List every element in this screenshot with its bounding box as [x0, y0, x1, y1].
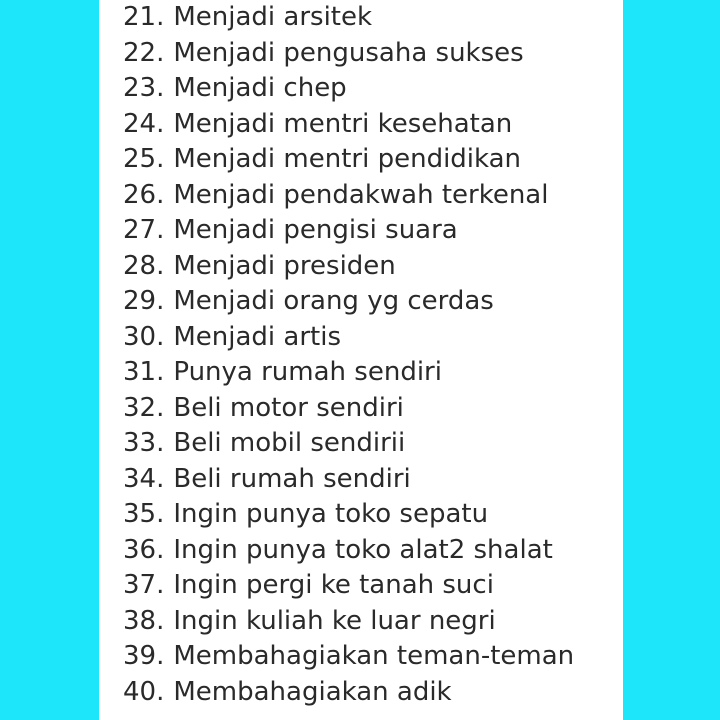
item-number: 35. [123, 499, 165, 529]
item-text: Menjadi presiden [173, 250, 396, 281]
item-text: Menjadi mentri pendidikan [173, 144, 522, 174]
list-item [123, 0, 372, 35]
list-item [123, 426, 405, 461]
item-number: 26. [123, 179, 165, 210]
item-number: 23. [123, 73, 165, 103]
item-number: 34. [123, 463, 165, 494]
item-number: 39. [123, 641, 165, 671]
list-item [123, 213, 458, 248]
list-item [123, 533, 553, 568]
item-text: Menjadi orang yg cerdas [173, 286, 494, 316]
item-number: 24. [123, 108, 165, 139]
item-number: 27. [123, 215, 165, 245]
item-number: 28. [123, 250, 165, 281]
item-number: 31. [123, 357, 165, 387]
list-item [123, 355, 442, 390]
item-text: Punya rumah sendiri [173, 357, 442, 387]
item-text: Menjadi pengisi suara [173, 215, 458, 245]
item-text: Membahagiakan adik [173, 676, 452, 707]
list-item [123, 497, 488, 532]
item-text: Beli motor sendiri [173, 392, 404, 423]
item-text: Menjadi artis [173, 321, 342, 352]
item-number: 25. [123, 144, 165, 174]
item-text: Ingin punya toko sepatu [173, 499, 489, 529]
item-text: Menjadi arsitek [173, 2, 373, 32]
list-item [123, 604, 496, 639]
item-text: Ingin kuliah ke luar negri [173, 605, 496, 636]
list-item [123, 675, 452, 710]
list-item [123, 178, 548, 213]
list-item [123, 107, 512, 142]
list-item [123, 142, 521, 177]
list-item [123, 284, 494, 319]
item-text: Ingin pergi ke tanah suci [173, 570, 494, 600]
item-text: Membahagiakan teman-teman [173, 641, 575, 671]
item-number: 22. [123, 37, 165, 68]
list-item [123, 568, 494, 603]
list-item [123, 462, 411, 497]
list-item [123, 320, 341, 355]
item-number: 37. [123, 570, 165, 600]
item-text: Beli rumah sendiri [173, 463, 411, 494]
list-item [123, 639, 574, 674]
item-text: Beli mobil sendirii [173, 428, 406, 458]
item-number: 30. [123, 321, 165, 352]
item-text: Menjadi pendakwah terkenal [173, 179, 549, 210]
item-number: 21. [123, 2, 165, 32]
item-text: Menjadi mentri kesehatan [173, 108, 513, 139]
list-item [123, 36, 524, 71]
note-page[interactable] [99, 0, 623, 720]
item-text: Menjadi chep [173, 73, 347, 103]
item-text: Menjadi pengusaha sukses [173, 37, 524, 68]
item-number: 29. [123, 286, 165, 316]
list-item [123, 249, 396, 284]
list-item [123, 71, 347, 106]
item-number: 33. [123, 428, 165, 458]
item-number: 36. [123, 534, 165, 565]
item-number: 32. [123, 392, 165, 423]
item-number: 38. [123, 605, 165, 636]
list-item [123, 391, 404, 426]
item-number: 40. [123, 676, 165, 707]
item-text: Ingin punya toko alat2 shalat [173, 534, 553, 565]
